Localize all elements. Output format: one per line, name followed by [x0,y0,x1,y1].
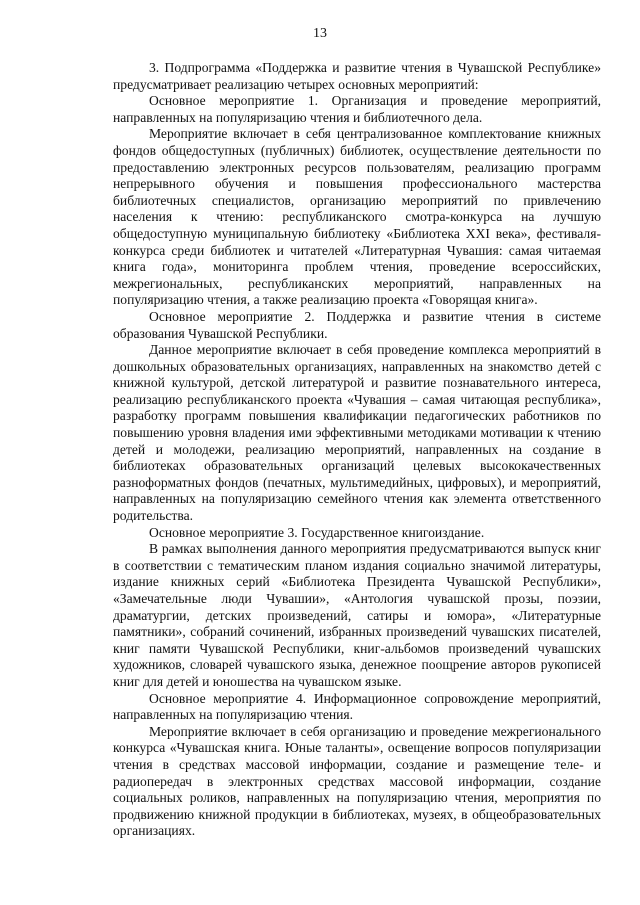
paragraph-activity-3-body: В рамках выполнения данного мероприятия предусматриваются выпуск книг в соответствии с тематическим планом издания социально значимой литературы, издание книжных серий «Библиотека Президента Чувашской Республики», «Замечательные люди Чувашии», «Антология чувашской прозы, поэзии, драматургии, детских произведений, сатиры и юмора», «Литературные памятники», собраний сочинений, избранных произведений чувашских писателей, книг памяти Чувашской Республики, книг-альбомов произведений чувашских художников, словарей чувашского языка, денежное поощрение авторов рукописей книг для детей и юношества на чувашском языке. [113,541,601,689]
document-body [113,60,601,840]
paragraph-activity-3-title: Основное мероприятие 3. Государственное книгоиздание. [149,524,485,540]
paragraph-activity-1-title: Основное мероприятие 1. Организация и проведение мероприятий, направленных на популяризацию чтения и библиотечного дела. [113,93,601,125]
paragraph-activity-2-body: Данное мероприятие включает в себя проведение комплекса мероприятий в дошкольных образовательных организациях, направленных на знакомство детей с книжной культурой, детской литературой и развитие познавательного интереса, реализацию республиканского проекта «Чувашия – самая читающая республика», разработку программ повышения квалификации педагогических работников по повышению уровня владения ими эффективными методиками мотивации к чтению детей и молодежи, реализацию мероприятий, направленных на создание в библиотеках образовательных организаций целевых высококачественных разноформатных фондов (печатных, мультимедийных, цифровых), и мероприятий, направленных на популяризацию семейного чтения как элемента ответственного родительства. [113,342,601,524]
paragraph-activity-4-title: Основное мероприятие 4. Информационное сопровождение мероприятий, направленных на популяризацию чтения. [113,690,601,723]
paragraph-activity-2-title: Основное мероприятие 2. Поддержка и развитие чтения в системе образования Чувашской Республики. [113,308,601,341]
paragraph-subprogram-intro: 3. Подпрограмма «Поддержка и развитие чтения в Чувашской Республике» предусматривает реализацию четырех основных мероприятий: [113,60,601,92]
page-number: 13 [313,26,327,41]
paragraph-activity-1-body: Мероприятие включает в себя централизованное комплектование книжных фондов общедоступных (публичных) библиотек, осуществление деятельности по предоставлению электронных ресурсов пользователям, реализацию программ непрерывного обучения и повышения профессионального мастерства библиотечных специалистов, организацию мероприятий по привлечению населения к чтению: республиканского смотра-конкурса на лучшую общедоступную муниципальную библиотеку «Библиотека XXI века», фестиваля-конкурса среди библиотек и читателей «Литературная Чувашия: самая читаемая книга года», мониторинга проблем чтения, проведение всероссийских, межрегиональных, республиканских мероприятий, направленных на популяризацию чтения, а также реализацию проекта «Говорящая книга». [113,126,601,308]
paragraph-activity-4-body: Мероприятие включает в себя организацию и проведение межрегионального конкурса «Чувашская книга. Юные таланты», освещение вопросов популяризации чтения в средствах массовой информации, создание и размещение теле- и радиопередач в электронных средствах массовой информации, создание социальных роликов, направленных на популяризацию чтения, мероприятия по продвижению книжной продукции в библиотеках, музеях, в общеобразовательных организациях. [113,723,601,839]
